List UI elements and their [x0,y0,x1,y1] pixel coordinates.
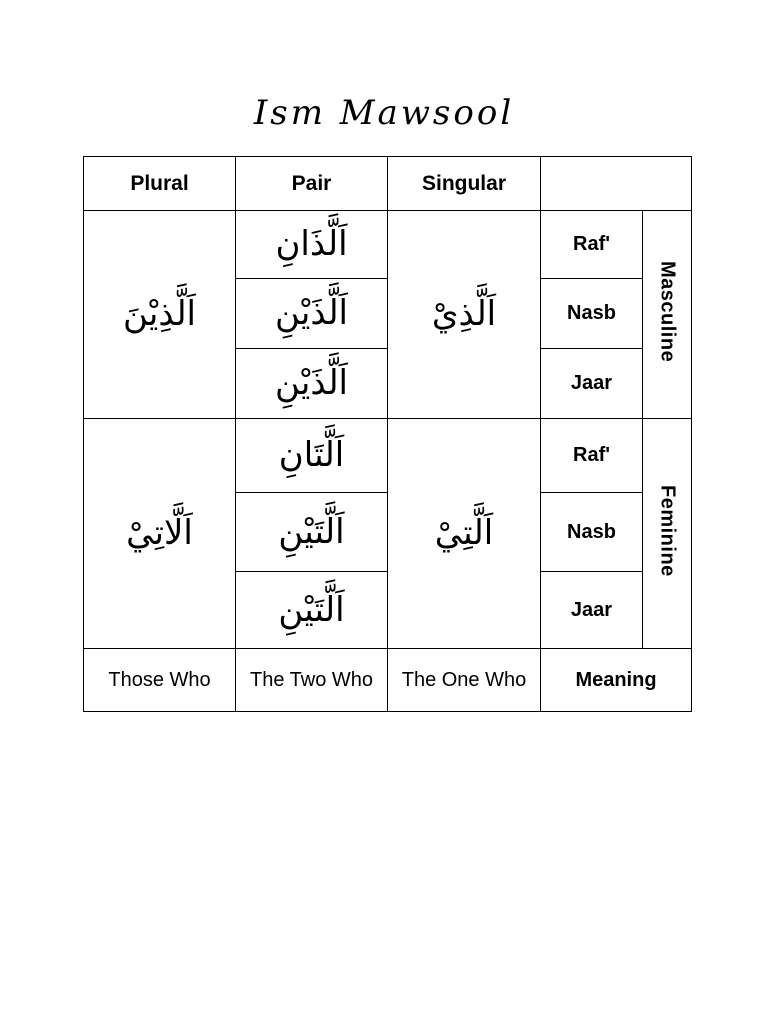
page-title: Ism Mawsool [253,93,515,133]
feminine-singular: اَلَّتِيْ [388,419,541,649]
meaning-pair: The Two Who [236,649,388,712]
masculine-pair-nasb: اَلَّذَيْنِ [236,279,388,349]
feminine-pair-rafa: اَلَّتَانِ [236,419,388,493]
masculine-case-jaar: Jaar [541,349,643,419]
masculine-pair-rafa: اَلَّذَانِ [236,211,388,279]
feminine-plural: اَلَّاتِيْ [84,419,236,649]
feminine-case-rafa: Raf' [541,419,643,493]
table-row [84,211,692,279]
feminine-label: Feminine [656,485,679,577]
meaning-label: Meaning [541,649,692,712]
ism-mawsool-table [83,156,692,712]
meaning-singular: The One Who [388,649,541,712]
feminine-case-jaar: Jaar [541,572,643,649]
header-singular: Singular [388,157,541,211]
masculine-plural: اَلَّذِيْنَ [84,211,236,419]
masculine-gender-cell [643,211,692,419]
feminine-case-nasb: Nasb [541,493,643,572]
feminine-gender-cell [643,419,692,649]
feminine-pair-jaar: اَلَّتَيْنِ [236,572,388,649]
meaning-row [84,649,692,712]
header-blank [541,157,692,211]
header-plural: Plural [84,157,236,211]
table-row [84,419,692,493]
masculine-label: Masculine [656,261,679,363]
masculine-case-rafa: Raf' [541,211,643,279]
feminine-pair-nasb: اَلَّتَيْنِ [236,493,388,572]
header-pair: Pair [236,157,388,211]
masculine-singular: اَلَّذِيْ [388,211,541,419]
meaning-plural: Those Who [84,649,236,712]
masculine-case-nasb: Nasb [541,279,643,349]
masculine-pair-jaar: اَلَّذَيْنِ [236,349,388,419]
header-row [84,157,692,211]
